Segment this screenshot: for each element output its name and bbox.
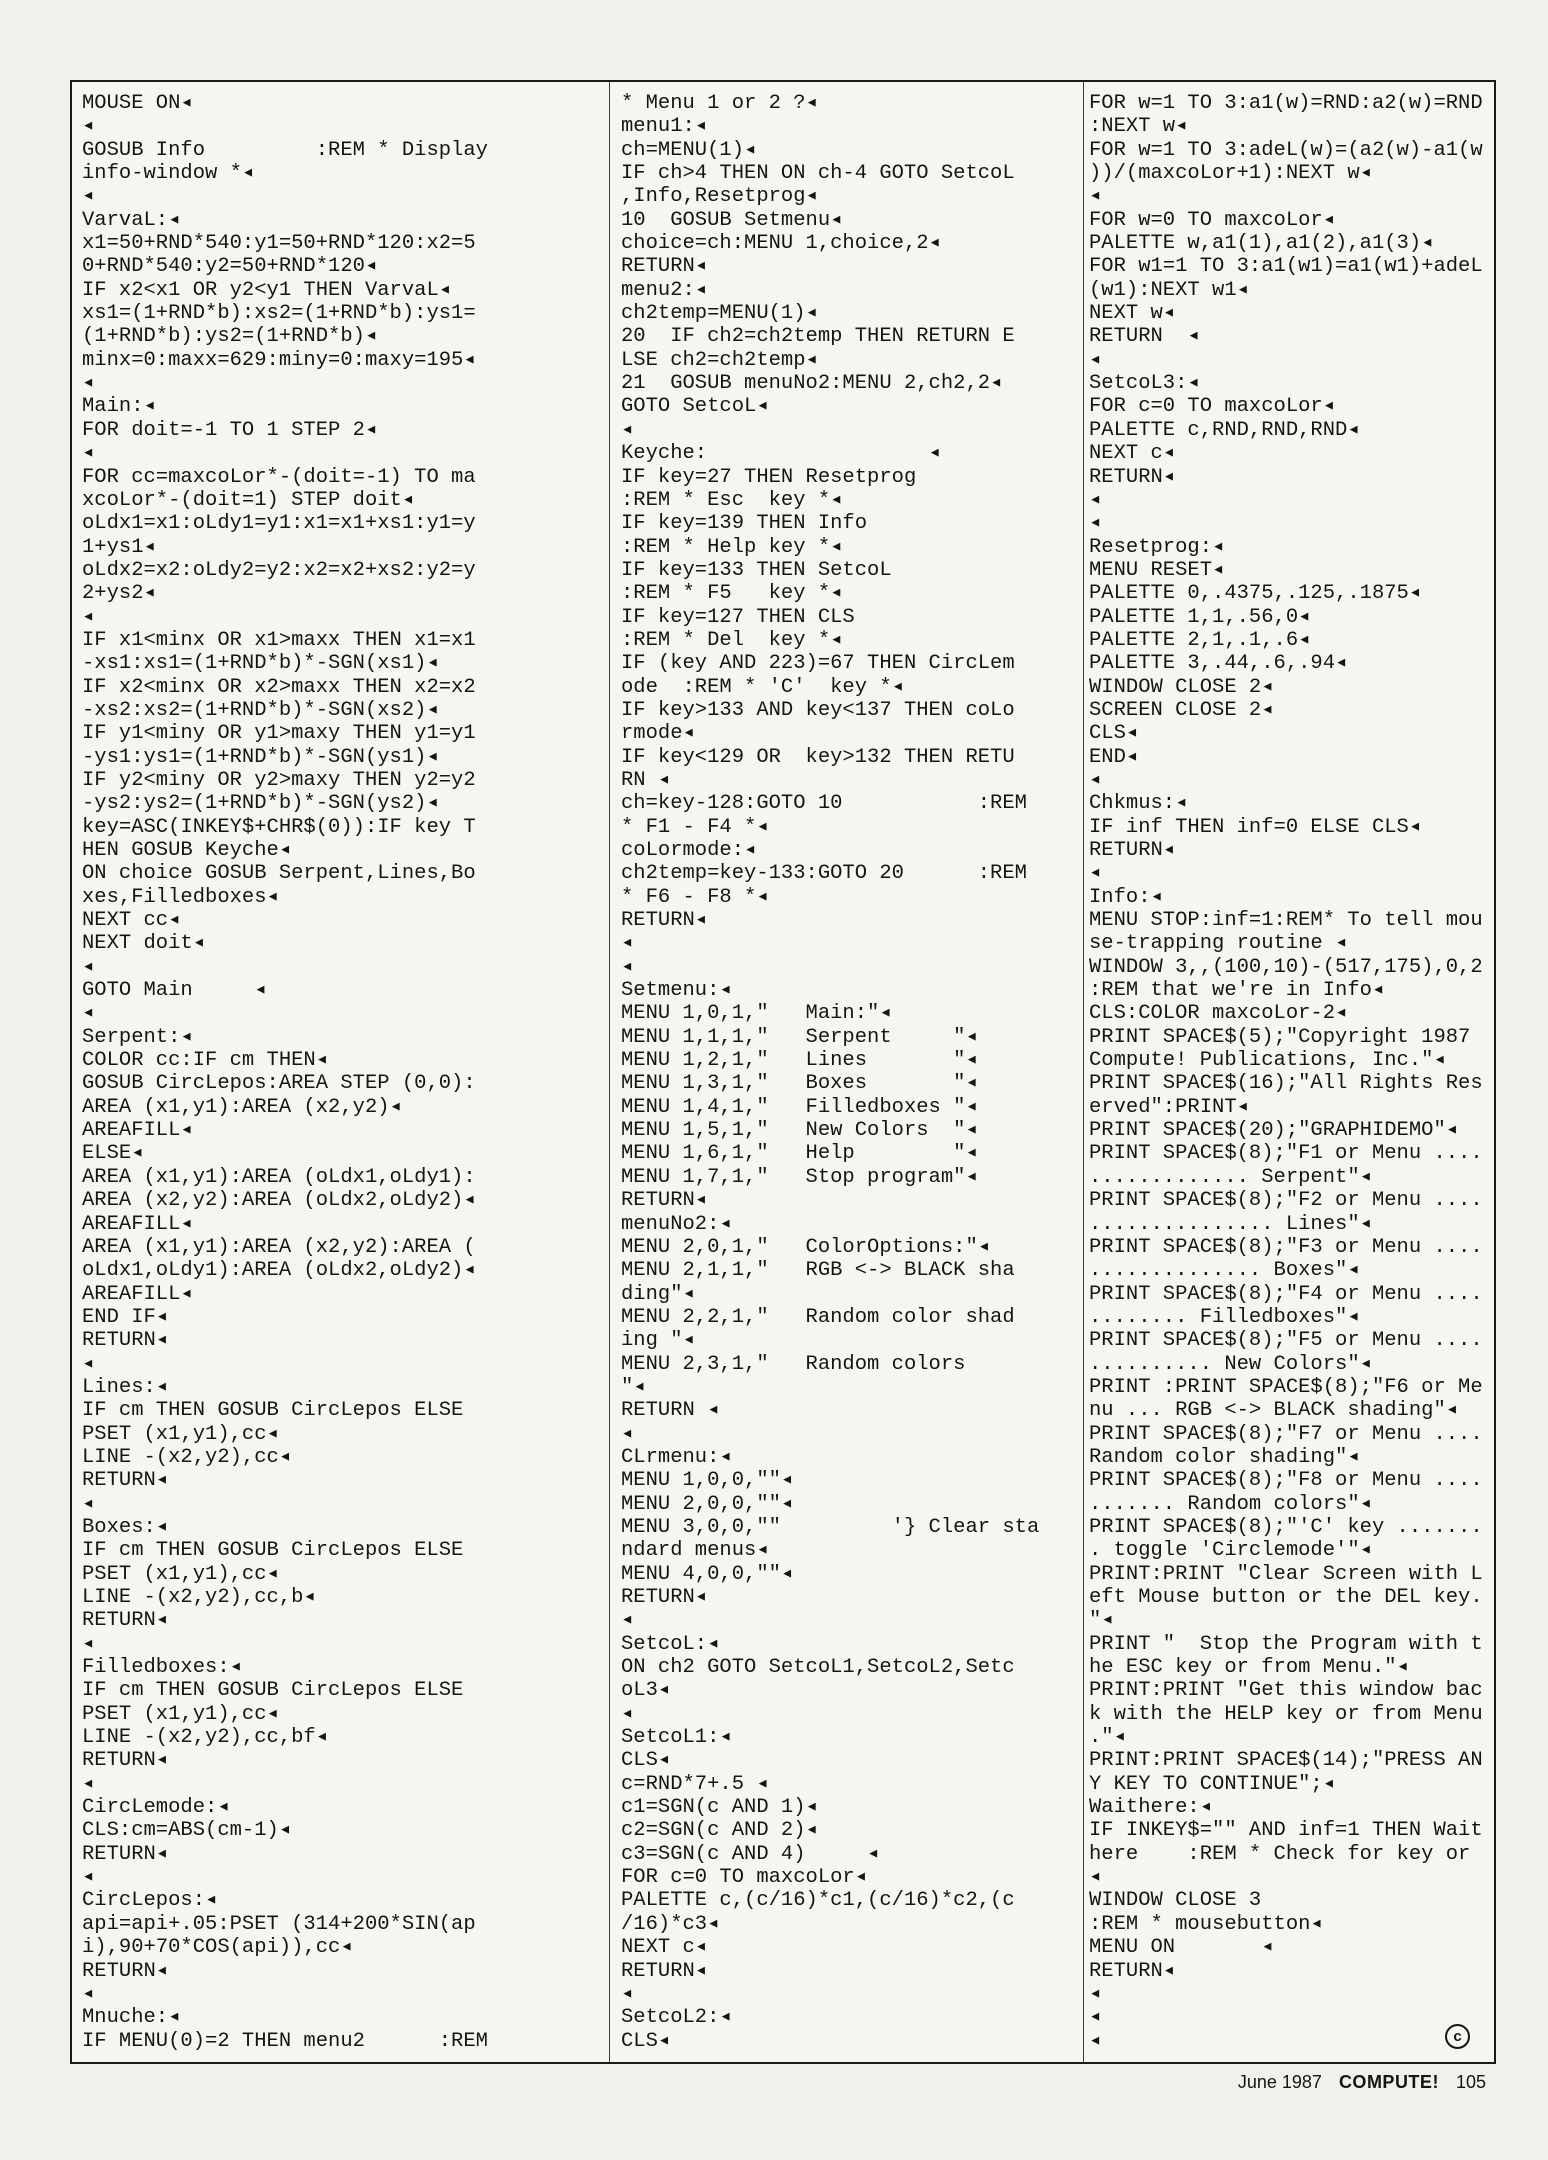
code-block-2: * Menu 1 or 2 ?◂ menu1:◂ ch=MENU(1)◂ IF ch>4 THEN ON ch-4 GOTO SetcoL ,Info,Resetprog◂ 10 GOSUB Setmenu◂ choice=ch:MENU 1,choice,2◂ RETURN◂ menu2:◂ ch2temp=MENU(1)◂ 20 IF ch2=ch2temp THEN RETURN E LSE ch2=ch2temp◂ 21 GOSUB menuNo2:MENU 2,ch2,2◂ GOTO SetcoL◂ ◂ Keyche: ◂ IF key=27 THEN Resetprog :REM * Esc key *◂ IF key=139 THEN Info :REM * Help key *◂ IF key=133 THEN SetcoL :REM * F5 key *◂ IF key=127 THEN CLS :REM * Del key *◂ IF (key AND 223)=67 THEN CircLem ode :REM * 'C' key *◂ IF key>133 AND key<137 THEN coLo rmode◂ IF key<129 OR key>132 THEN RETU RN ◂ ch=key-128:GOTO 10 :REM * F1 - F4 *◂ coLormode:◂ ch2temp=key-133:GOTO 20 :REM * F6 - F8 *◂ RETURN◂ ◂ ◂ Setmenu:◂ MENU 1,0,1," Main:"◂ MENU 1,1,1," Serpent "◂ MENU 1,2,1," Lines "◂ MENU 1,3,1," Boxes "◂ MENU 1,4,1," Filledboxes "◂ MENU 1,5,1," New Colors "◂ MENU 1,6,1," Help "◂ MENU 1,7,1," Stop program"◂ RETURN◂ menuNo2:◂ MENU 2,0,1," ColorOptions:"◂ MENU 2,1,1," RGB <-> BLACK sha ding"◂ MENU 2,2,1," Random color shad ing "◂ MENU 2,3,1," Random colors "◂ RETURN ◂ ◂ CLrmenu:◂ MENU 1,0,0,""◂ MENU 2,0,0,""◂ MENU 3,0,0,"" '} Clear sta ndard menus◂ MENU 4,0,0,""◂ RETURN◂ ◂ SetcoL:◂ ON ch2 GOTO SetcoL1,SetcoL2,Setc oL3◂ ◂ SetcoL1:◂ CLS◂ c=RND*7+.5 ◂ c1=SGN(c AND 1)◂ c2=SGN(c AND 2)◂ c3=SGN(c AND 4) ◂ FOR c=0 TO maxcoLor◂ PALETTE c,(c/16)*c1,(c/16)*c2,(c /16)*c3◂ NEXT c◂ RETURN◂ ◂ SetcoL2:◂ CLS◂ xyxy=(621,92,1040,2053)
column-divider xyxy=(609,82,610,2062)
code-block-1: MOUSE ON◂ ◂ GOSUB Info :REM * Display info-window *◂ ◂ VarvaL:◂ x1=50+RND*540:y1=50+RND*120:x2=5 0+RND*540:y2=50+RND*120◂ IF x2<x1 OR y2<y1 THEN VarvaL◂ xs1=(1+RND*b):xs2=(1+RND*b):ys1= (1+RND*b):ys2=(1+RND*b)◂ minx=0:maxx=629:miny=0:maxy=195◂ ◂ Main:◂ FOR doit=-1 TO 1 STEP 2◂ ◂ FOR cc=maxcoLor*-(doit=-1) TO ma xcoLor*-(doit=1) STEP doit◂ oLdx1=x1:oLdy1=y1:x1=x1+xs1:y1=y 1+ys1◂ oLdx2=x2:oLdy2=y2:x2=x2+xs2:y2=y 2+ys2◂ ◂ IF x1<minx OR x1>maxx THEN x1=x1 -xs1:xs1=(1+RND*b)*-SGN(xs1)◂ IF x2<minx OR x2>maxx THEN x2=x2 -xs2:xs2=(1+RND*b)*-SGN(xs2)◂ IF y1<miny OR y1>maxy THEN y1=y1 -ys1:ys1=(1+RND*b)*-SGN(ys1)◂ IF y2<miny OR y2>maxy THEN y2=y2 -ys2:ys2=(1+RND*b)*-SGN(ys2)◂ key=ASC(INKEY$+CHR$(0)):IF key T HEN GOSUB Keyche◂ ON choice GOSUB Serpent,Lines,Bo xes,Filledboxes◂ NEXT cc◂ NEXT doit◂ ◂ GOTO Main ◂ ◂ Serpent:◂ COLOR cc:IF cm THEN◂ GOSUB CircLepos:AREA STEP (0,0): AREA (x1,y1):AREA (x2,y2)◂ AREAFILL◂ ELSE◂ AREA (x1,y1):AREA (oLdx1,oLdy1): AREA (x2,y2):AREA (oLdx2,oLdy2)◂ AREAFILL◂ AREA (x1,y1):AREA (x2,y2):AREA ( oLdx1,oLdy1):AREA (oLdx2,oLdy2)◂ AREAFILL◂ END IF◂ RETURN◂ ◂ Lines:◂ IF cm THEN GOSUB CircLepos ELSE PSET (x1,y1),cc◂ LINE -(x2,y2),cc◂ RETURN◂ ◂ Boxes:◂ IF cm THEN GOSUB CircLepos ELSE PSET (x1,y1),cc◂ LINE -(x2,y2),cc,b◂ RETURN◂ ◂ Filledboxes:◂ IF cm THEN GOSUB CircLepos ELSE PSET (x1,y1),cc◂ LINE -(x2,y2),cc,bf◂ RETURN◂ ◂ CircLemode:◂ CLS:cm=ABS(cm-1)◂ RETURN◂ ◂ CircLepos:◂ api=api+.05:PSET (314+200*SIN(ap i),90+70*COS(api)),cc◂ RETURN◂ ◂ Mnuche:◂ IF MENU(0)=2 THEN menu2 :REM xyxy=(82,92,488,2053)
program-listing xyxy=(70,80,1496,2064)
listing-column-3 xyxy=(1089,92,1544,2058)
listing-column-1 xyxy=(82,92,602,2058)
page-footer xyxy=(1238,2072,1486,2093)
copyright-icon: c xyxy=(1445,2024,1470,2049)
column-divider xyxy=(1083,82,1084,2062)
footer-date: June 1987 xyxy=(1237,2072,1322,2092)
page-number: 105 xyxy=(1455,2072,1486,2092)
magazine-name: COMPUTE! xyxy=(1338,2072,1439,2092)
code-block-3: FOR w=1 TO 3:a1(w)=RND:a2(w)=RND :NEXT w◂ FOR w=1 TO 3:adeL(w)=(a2(w)-a1(w ))/(maxcoLor+1):NEXT w◂ ◂ FOR w=0 TO maxcoLor◂ PALETTE w,a1(1),a1(2),a1(3)◂ FOR w1=1 TO 3:a1(w1)=a1(w1)+adeL (w1):NEXT w1◂ NEXT w◂ RETURN ◂ ◂ SetcoL3:◂ FOR c=0 TO maxcoLor◂ PALETTE c,RND,RND,RND◂ NEXT c◂ RETURN◂ ◂ ◂ Resetprog:◂ MENU RESET◂ PALETTE 0,.4375,.125,.1875◂ PALETTE 1,1,.56,0◂ PALETTE 2,1,.1,.6◂ PALETTE 3,.44,.6,.94◂ WINDOW CLOSE 2◂ SCREEN CLOSE 2◂ CLS◂ END◂ ◂ Chkmus:◂ IF inf THEN inf=0 ELSE CLS◂ RETURN◂ ◂ Info:◂ MENU STOP:inf=1:REM* To tell mou se-trapping routine ◂ WINDOW 3,,(100,10)-(517,175),0,2 :REM that we're in Info◂ CLS:COLOR maxcoLor-2◂ PRINT SPACE$(5);"Copyright 1987 Compute! Publications, Inc."◂ PRINT SPACE$(16);"All Rights Res erved":PRINT◂ PRINT SPACE$(20);"GRAPHIDEMO"◂ PRINT SPACE$(8);"F1 or Menu .... ............. Serpent"◂ PRINT SPACE$(8);"F2 or Menu .... ............... Lines"◂ PRINT SPACE$(8);"F3 or Menu .... .............. Boxes"◂ PRINT SPACE$(8);"F4 or Menu .... ........ Filledboxes"◂ PRINT SPACE$(8);"F5 or Menu .... .......... New Colors"◂ PRINT :PRINT SPACE$(8);"F6 or Me nu ... RGB <-> BLACK shading"◂ PRINT SPACE$(8);"F7 or Menu .... Random color shading"◂ PRINT SPACE$(8);"F8 or Menu .... ....... Random colors"◂ PRINT SPACE$(8);"'C' key ....... . toggle 'Circlemode'"◂ PRINT:PRINT "Clear Screen with L eft Mouse button or the DEL key. "◂ PRINT " Stop the Program with t he ESC key or from Menu."◂ PRINT:PRINT "Get this window bac k with the HELP key or from Menu ."◂ PRINT:PRINT SPACE$(14);"PRESS AN Y KEY TO CONTINUE";◂ Waithere:◂ IF INKEY$="" AND inf=1 THEN Wait here :REM * Check for key or ◂ WINDOW CLOSE 3 :REM * mousebutton◂ MENU ON ◂ RETURN◂ ◂ ◂ ◂ xyxy=(1089,92,1483,2053)
listing-column-2 xyxy=(621,92,1077,2058)
